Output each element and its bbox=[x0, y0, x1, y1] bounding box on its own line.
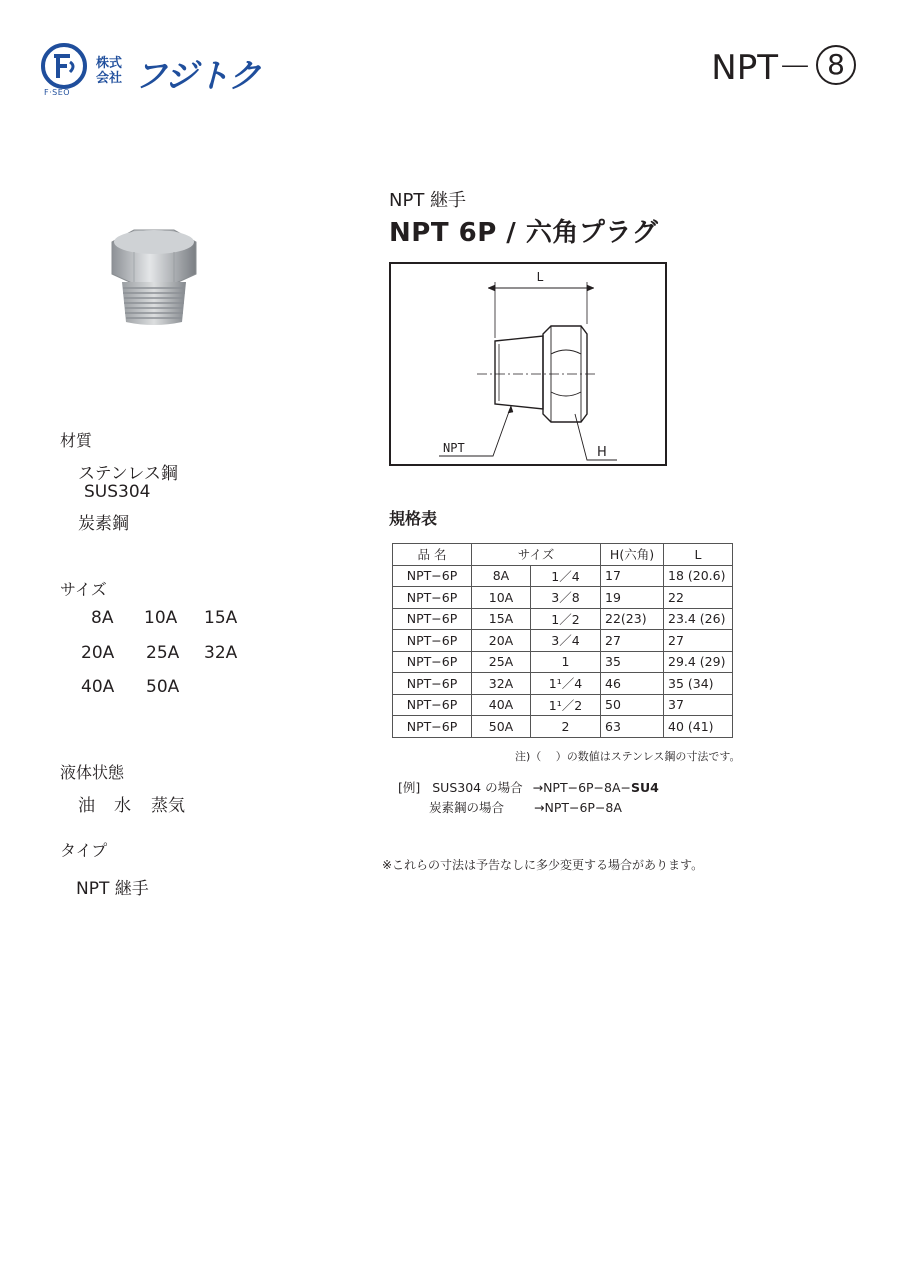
cell-size: 10A bbox=[472, 587, 531, 609]
cell-inch: 1／4 bbox=[531, 565, 601, 587]
cell-inch: 3／8 bbox=[531, 587, 601, 609]
column-header: L bbox=[664, 544, 733, 566]
column-header: サイズ bbox=[472, 544, 601, 566]
cell-hex: 17 bbox=[601, 565, 664, 587]
example-carbon-label: 炭素鋼の場合 bbox=[429, 800, 505, 815]
cell-hex: 19 bbox=[601, 587, 664, 609]
logo-mark-text: F·SEO bbox=[44, 88, 71, 97]
cell-length: 18 (20.6) bbox=[664, 565, 733, 587]
cell-part-name: NPT−6P bbox=[393, 587, 472, 609]
cell-part-name: NPT−6P bbox=[393, 673, 472, 695]
drawing-label-npt: NPT bbox=[443, 441, 465, 455]
cell-inch: 2 bbox=[531, 716, 601, 738]
cell-part-name: NPT−6P bbox=[393, 694, 472, 716]
size-value: 10A bbox=[144, 608, 178, 628]
spec-table-heading: 規格表 bbox=[389, 509, 438, 528]
column-header: H(六角) bbox=[601, 544, 664, 566]
order-example bbox=[398, 778, 659, 818]
column-header: 品 名 bbox=[393, 544, 472, 566]
cell-part-name: NPT−6P bbox=[393, 608, 472, 630]
table-row bbox=[393, 608, 733, 630]
drawing-label-H: H bbox=[597, 445, 607, 460]
cell-inch: 1 bbox=[531, 651, 601, 673]
cell-size: 40A bbox=[472, 694, 531, 716]
cell-size: 15A bbox=[472, 608, 531, 630]
size-value: 32A bbox=[204, 643, 238, 663]
page-number: 8 bbox=[816, 45, 856, 85]
cell-part-name: NPT−6P bbox=[393, 565, 472, 587]
size-value: 20A bbox=[81, 643, 115, 663]
spec-table bbox=[392, 543, 733, 738]
fluid-value: 水 bbox=[114, 796, 131, 816]
table-row bbox=[393, 587, 733, 609]
cell-length: 23.4 (26) bbox=[664, 608, 733, 630]
cell-hex: 46 bbox=[601, 673, 664, 695]
cell-part-name: NPT−6P bbox=[393, 630, 472, 652]
cell-length: 40 (41) bbox=[664, 716, 733, 738]
technical-drawing bbox=[389, 262, 667, 466]
type-value: NPT 継手 bbox=[76, 879, 149, 899]
material-value: ステンレス鋼 bbox=[78, 464, 178, 484]
company-name: フジトク bbox=[134, 56, 261, 95]
table-row bbox=[393, 716, 733, 738]
cell-hex: 63 bbox=[601, 716, 664, 738]
cell-length: 37 bbox=[664, 694, 733, 716]
table-note: 注)（ ）の数値はステンレス鋼の寸法です。 bbox=[515, 750, 741, 763]
cell-inch: 1¹／2 bbox=[531, 694, 601, 716]
cell-part-name: NPT−6P bbox=[393, 716, 472, 738]
cell-hex: 27 bbox=[601, 630, 664, 652]
cell-length: 29.4 (29) bbox=[664, 651, 733, 673]
table-row bbox=[393, 694, 733, 716]
product-category: NPT 継手 bbox=[389, 190, 467, 211]
size-value: 50A bbox=[146, 677, 180, 697]
cell-size: 8A bbox=[472, 565, 531, 587]
size-value: 8A bbox=[91, 608, 114, 628]
page-code bbox=[711, 40, 856, 89]
fujitoku-logo-icon bbox=[40, 42, 88, 90]
table-row bbox=[393, 630, 733, 652]
plug-drawing-svg bbox=[391, 264, 665, 464]
product-title: NPT 6P / 六角プラグ bbox=[389, 218, 659, 248]
example-carbon-code: →NPT−6P−8A bbox=[534, 800, 622, 815]
size-heading: サイズ bbox=[60, 580, 107, 599]
example-sus-suffix: SU4 bbox=[631, 780, 659, 795]
cell-part-name: NPT−6P bbox=[393, 651, 472, 673]
cell-hex: 35 bbox=[601, 651, 664, 673]
fluid-heading: 液体状態 bbox=[60, 763, 125, 782]
cell-length: 35 (34) bbox=[664, 673, 733, 695]
size-value: 15A bbox=[204, 608, 238, 628]
material-value: SUS304 bbox=[84, 482, 151, 502]
size-value: 40A bbox=[81, 677, 115, 697]
footer-note: ※これらの寸法は予告なしに多少変更する場合があります。 bbox=[382, 858, 704, 872]
example-label: [例] bbox=[398, 780, 421, 795]
page-code-prefix: NPT－ bbox=[711, 48, 812, 88]
material-value: 炭素鋼 bbox=[78, 514, 129, 534]
cell-inch: 1¹／4 bbox=[531, 673, 601, 695]
table-row bbox=[393, 565, 733, 587]
cell-hex: 50 bbox=[601, 694, 664, 716]
size-value: 25A bbox=[146, 643, 180, 663]
company-type: 株式会社 bbox=[96, 56, 123, 86]
fluid-value: 油 bbox=[78, 796, 95, 816]
cell-size: 20A bbox=[472, 630, 531, 652]
cell-length: 27 bbox=[664, 630, 733, 652]
cell-inch: 1／2 bbox=[531, 608, 601, 630]
example-sus-code: →NPT−6P−8A− bbox=[532, 780, 632, 795]
cell-hex: 22(23) bbox=[601, 608, 664, 630]
drawing-label-L: L bbox=[536, 270, 544, 284]
product-photo bbox=[104, 222, 200, 330]
cell-size: 50A bbox=[472, 716, 531, 738]
cell-length: 22 bbox=[664, 587, 733, 609]
company-logo bbox=[40, 42, 280, 102]
example-sus-label: SUS304 の場合 bbox=[432, 780, 523, 795]
fluid-value: 蒸気 bbox=[151, 796, 185, 816]
table-header-row bbox=[393, 544, 733, 566]
cell-size: 32A bbox=[472, 673, 531, 695]
cell-inch: 3／4 bbox=[531, 630, 601, 652]
type-heading: タイプ bbox=[60, 841, 108, 860]
table-row bbox=[393, 673, 733, 695]
cell-size: 25A bbox=[472, 651, 531, 673]
material-heading: 材質 bbox=[60, 431, 93, 450]
table-row bbox=[393, 651, 733, 673]
